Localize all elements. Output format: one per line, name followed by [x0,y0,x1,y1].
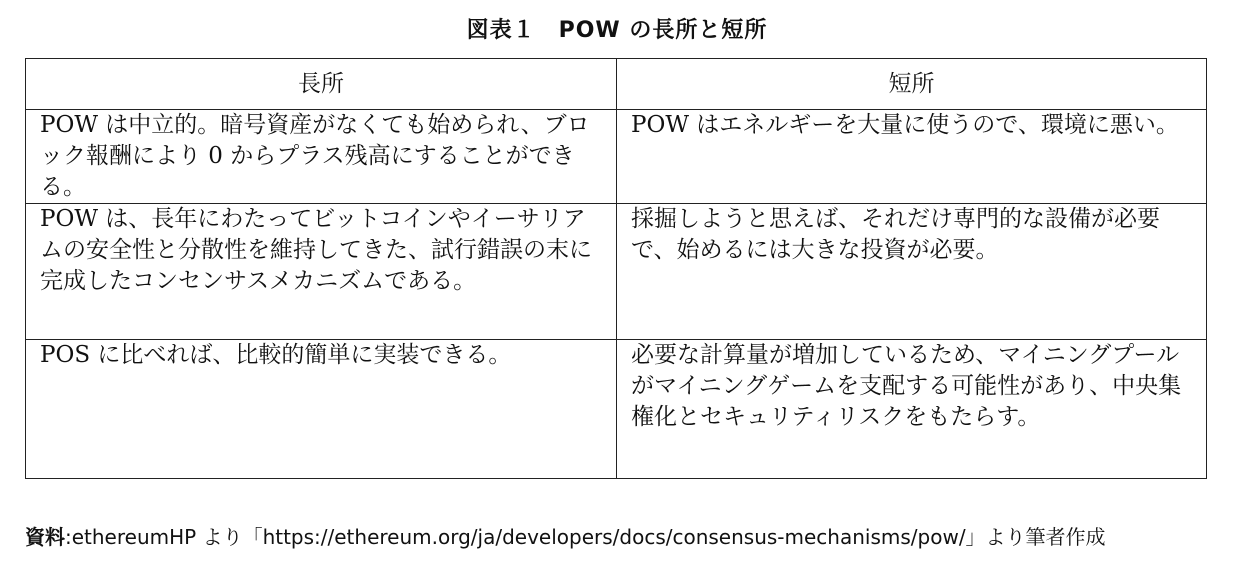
pros-cell: POW は、長年にわたってビットコインやイーサリアムの安全性と分散性を維持してきた、試行錯誤の末に完成したコンセンサスメカニズムである。 [26,204,617,340]
header-pros: 長所 [26,59,617,110]
table-row [26,110,1207,204]
table-header [26,59,1207,110]
source-note [25,523,1106,551]
table-body [26,110,1207,479]
cons-cell: 採掘しようと思えば、それだけ専門的な設備が必要で、始めるには大きな投資が必要。 [617,204,1207,340]
table-row [26,340,1207,479]
source-text: :ethereumHP より「https://ethereum.org/ja/developers/docs/consensus-mechanisms/pow/」より筆者作成 [65,525,1106,549]
source-label: 資料 [25,525,65,549]
cons-cell: 必要な計算量が増加しているため、マイニングプールがマイニングゲームを支配する可能性があり、中央集権化とセキュリティリスクをもたらす。 [617,340,1207,479]
header-row [26,59,1207,110]
table-row [26,204,1207,340]
figure-title: 図表１ POW の長所と短所 [466,18,768,43]
pros-cell: POW は中立的。暗号資産がなくても始められ、ブロック報酬により 0 からプラス残高にすることができる。 [26,110,617,204]
pros-cell: POS に比べれば、比較的簡単に実装できる。 [26,340,617,479]
header-cons: 短所 [617,59,1207,110]
pros-cons-table [25,58,1207,479]
cons-cell: POW はエネルギーを大量に使うので、環境に悪い。 [617,110,1207,204]
